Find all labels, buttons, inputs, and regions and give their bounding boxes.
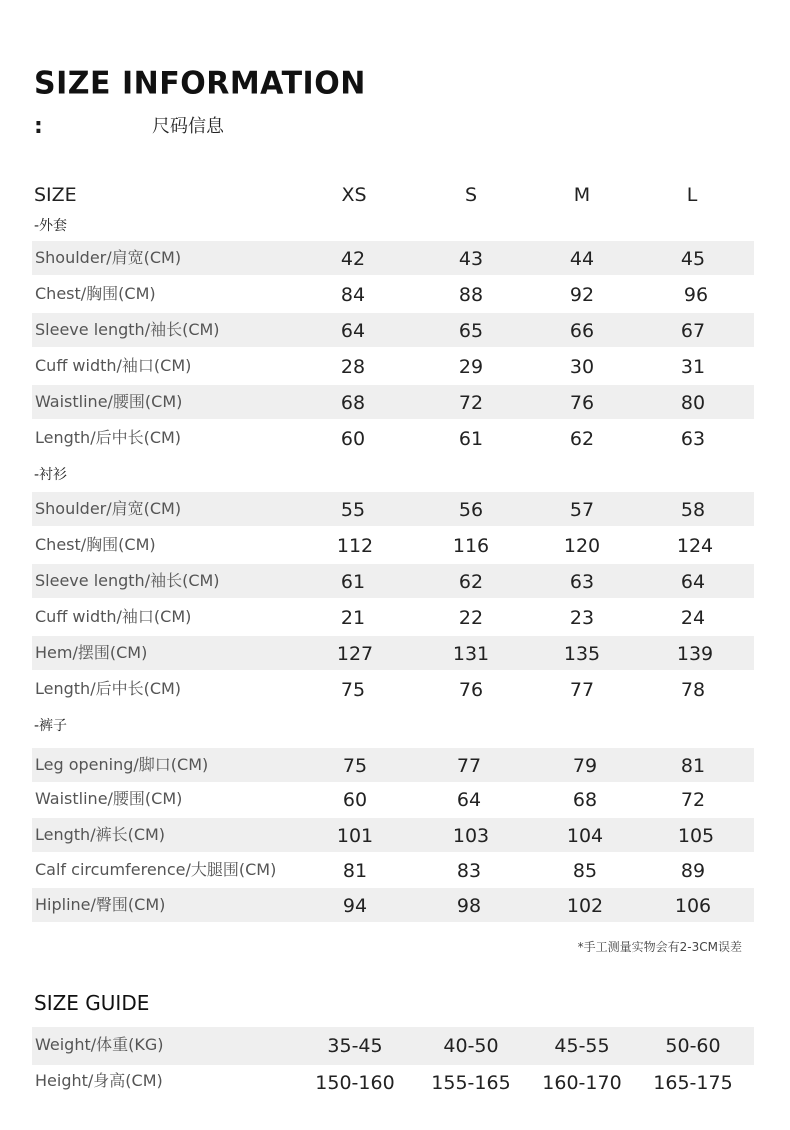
cell-l: 24	[680, 607, 706, 629]
table-row	[32, 492, 754, 526]
cell-l: 81	[680, 755, 706, 777]
row-label: Length/裤长(CM)	[35, 825, 166, 844]
cell-xs: 75	[340, 679, 366, 701]
table-row	[32, 241, 754, 275]
cell-m: 92	[569, 284, 595, 306]
cell-xs: 42	[340, 248, 366, 270]
cell-s: 29	[458, 356, 484, 378]
row-label: Height/身高(CM)	[35, 1071, 163, 1090]
cell-xs: 84	[340, 284, 366, 306]
row-label: Shoulder/肩宽(CM)	[35, 499, 182, 518]
cell-m: 120	[563, 535, 601, 557]
cell-s: 72	[458, 392, 484, 414]
cell-l: 63	[680, 428, 706, 450]
cell-l: 89	[680, 860, 706, 882]
cell-m: 57	[569, 499, 595, 521]
guide-cell-m: 45-55	[554, 1035, 610, 1057]
cell-m: 23	[569, 607, 595, 629]
row-label: Length/后中长(CM)	[35, 679, 182, 698]
subtitle-row	[34, 116, 434, 140]
table-row	[32, 748, 754, 782]
table-row	[32, 888, 754, 922]
cell-l: 106	[674, 895, 712, 917]
cell-s: 64	[456, 789, 482, 811]
cell-l: 45	[680, 248, 706, 270]
measurement-note: *手工测量实物会有2-3CM误差	[577, 940, 742, 954]
cell-xs: 101	[336, 825, 374, 847]
cell-m: 62	[569, 428, 595, 450]
table-row	[32, 313, 754, 347]
row-label: Cuff width/袖口(CM)	[35, 607, 192, 626]
cell-m: 79	[572, 755, 598, 777]
table-row	[32, 636, 754, 670]
cell-s: 77	[456, 755, 482, 777]
cell-l: 67	[680, 320, 706, 342]
cell-m: 30	[569, 356, 595, 378]
cell-xs: 21	[340, 607, 366, 629]
cell-s: 62	[458, 571, 484, 593]
cell-xs: 112	[336, 535, 374, 557]
cell-xs: 64	[340, 320, 366, 342]
table-row	[32, 528, 754, 562]
table-row	[32, 600, 754, 634]
cell-m: 66	[569, 320, 595, 342]
table-row	[32, 349, 754, 383]
cell-xs: 68	[340, 392, 366, 414]
cell-m: 85	[572, 860, 598, 882]
cell-m: 76	[569, 392, 595, 414]
cell-m: 63	[569, 571, 595, 593]
table-row	[32, 421, 754, 455]
row-label: Chest/胸围(CM)	[35, 284, 156, 303]
cell-m: 44	[569, 248, 595, 270]
guide-cell-s: 155-165	[431, 1072, 511, 1094]
cell-s: 76	[458, 679, 484, 701]
guide-cell-xs: 150-160	[315, 1072, 395, 1094]
cell-s: 61	[458, 428, 484, 450]
row-label: Sleeve length/袖长(CM)	[35, 320, 220, 339]
cell-s: 116	[452, 535, 490, 557]
row-label: Sleeve length/袖长(CM)	[35, 571, 220, 590]
row-label: Calf circumference/大腿围(CM)	[35, 860, 277, 879]
cell-s: 22	[458, 607, 484, 629]
cell-l: 31	[680, 356, 706, 378]
cell-s: 43	[458, 248, 484, 270]
guide-row	[32, 1027, 754, 1065]
cell-s: 88	[458, 284, 484, 306]
section-label-shirt: -衬衫	[34, 467, 68, 483]
cell-l: 58	[680, 499, 706, 521]
cell-xs: 61	[340, 571, 366, 593]
size-header-m: M	[573, 184, 591, 206]
row-label: Weight/体重(KG)	[35, 1035, 164, 1054]
cell-xs: 127	[336, 643, 374, 665]
cell-m: 104	[566, 825, 604, 847]
cell-xs: 55	[340, 499, 366, 521]
table-row	[32, 853, 754, 887]
cell-s: 103	[452, 825, 490, 847]
colon-marker: :	[34, 114, 43, 139]
guide-cell-xs: 35-45	[327, 1035, 383, 1057]
guide-cell-l: 50-60	[665, 1035, 721, 1057]
table-row	[32, 672, 754, 706]
cell-xs: 60	[340, 428, 366, 450]
table-row	[32, 782, 754, 816]
guide-row	[32, 1064, 754, 1102]
page-subtitle: 尺码信息	[152, 116, 224, 137]
cell-m: 68	[572, 789, 598, 811]
size-header-s: S	[464, 184, 478, 206]
row-label: Hipline/臀围(CM)	[35, 895, 166, 914]
cell-l: 72	[680, 789, 706, 811]
row-label: Chest/胸围(CM)	[35, 535, 156, 554]
cell-m: 135	[563, 643, 601, 665]
size-header-xs: XS	[341, 184, 367, 206]
table-row	[32, 277, 754, 311]
cell-s: 83	[456, 860, 482, 882]
row-label: Hem/摆围(CM)	[35, 643, 148, 662]
row-label: Shoulder/肩宽(CM)	[35, 248, 182, 267]
cell-l: 96	[683, 284, 709, 306]
cell-xs: 60	[342, 789, 368, 811]
section-label-pants: -裤子	[34, 718, 68, 734]
row-label: Waistline/腰围(CM)	[35, 789, 183, 808]
guide-cell-m: 160-170	[542, 1072, 622, 1094]
cell-l: 105	[677, 825, 715, 847]
cell-s: 98	[456, 895, 482, 917]
table-row	[32, 818, 754, 852]
row-label: Length/后中长(CM)	[35, 428, 182, 447]
cell-xs: 94	[342, 895, 368, 917]
page-title: SIZE INFORMATION	[34, 65, 366, 102]
size-header-l: L	[686, 184, 698, 206]
table-row	[32, 385, 754, 419]
cell-l: 139	[676, 643, 714, 665]
guide-cell-s: 40-50	[443, 1035, 499, 1057]
table-row	[32, 564, 754, 598]
cell-s: 131	[452, 643, 490, 665]
size-header-label: SIZE	[34, 184, 77, 206]
cell-l: 80	[680, 392, 706, 414]
cell-m: 77	[569, 679, 595, 701]
cell-xs: 75	[342, 755, 368, 777]
cell-l: 64	[680, 571, 706, 593]
row-label: Waistline/腰围(CM)	[35, 392, 183, 411]
cell-xs: 81	[342, 860, 368, 882]
cell-s: 56	[458, 499, 484, 521]
row-label: Leg opening/脚口(CM)	[35, 755, 209, 774]
guide-cell-l: 165-175	[653, 1072, 733, 1094]
cell-xs: 28	[340, 356, 366, 378]
size-guide-title: SIZE GUIDE	[34, 991, 150, 1015]
cell-l: 78	[680, 679, 706, 701]
section-label-jacket: -外套	[34, 218, 68, 234]
row-label: Cuff width/袖口(CM)	[35, 356, 192, 375]
cell-l: 124	[676, 535, 714, 557]
cell-s: 65	[458, 320, 484, 342]
cell-m: 102	[566, 895, 604, 917]
